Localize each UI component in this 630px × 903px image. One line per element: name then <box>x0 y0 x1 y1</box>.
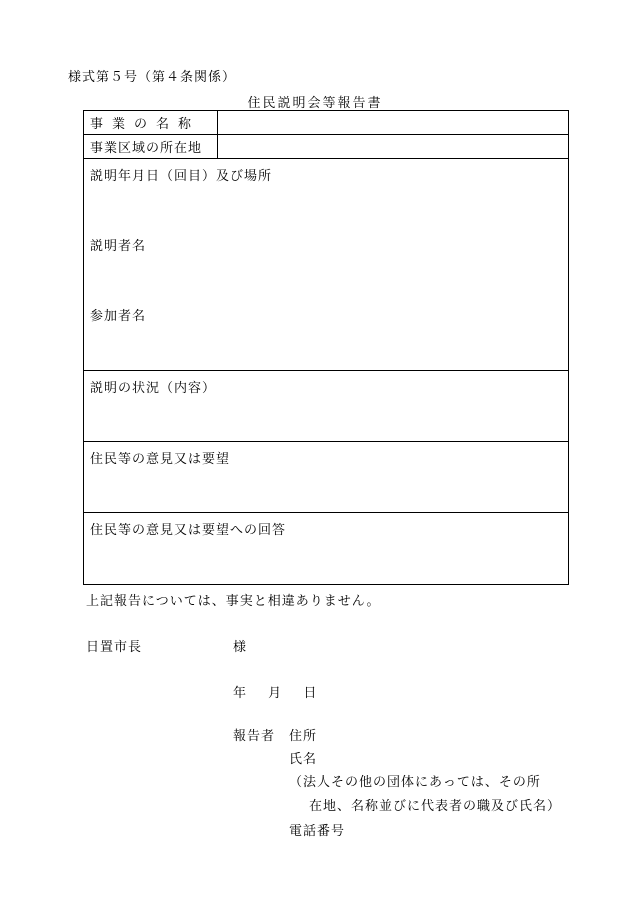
answers-cell[interactable] <box>84 513 569 585</box>
reporter-label: 報告者 <box>233 729 276 744</box>
explainer-label: 説明者名 <box>90 239 147 254</box>
status-label: 説明の状況（内容） <box>90 381 217 396</box>
corporate-note-line2: 在地、名称並びに代表者の職及び氏名） <box>309 799 562 814</box>
opinions-cell[interactable] <box>84 442 569 513</box>
honorific: 様 <box>233 640 248 655</box>
project-name-label: 事業の名称 <box>84 111 218 135</box>
project-location-value[interactable] <box>218 135 569 159</box>
corporate-note-line1: （法人その他の団体にあっては、その所 <box>289 775 541 790</box>
form-number: 様式第５号（第４条関係） <box>68 70 237 85</box>
date-line <box>233 682 333 701</box>
answers-label: 住民等の意見又は要望への回答 <box>90 523 287 538</box>
project-name-value[interactable] <box>218 111 569 135</box>
day-label: 日 <box>303 686 318 701</box>
meeting-info-cell[interactable] <box>84 159 569 371</box>
addressee: 日置市長 <box>86 640 143 655</box>
project-location-label: 事業区域の所在地 <box>84 135 218 159</box>
address-label: 住所 <box>289 729 318 744</box>
report-table <box>83 110 569 585</box>
opinions-label: 住民等の意見又は要望 <box>90 452 231 467</box>
year-label: 年 <box>233 686 248 701</box>
closing-statement: 上記報告については、事実と相違ありません。 <box>86 594 381 609</box>
document-title: 住民説明会等報告書 <box>247 96 383 111</box>
participants-label: 参加者名 <box>90 309 147 324</box>
name-label: 氏名 <box>289 752 318 767</box>
status-cell[interactable] <box>84 371 569 442</box>
month-label: 月 <box>268 686 283 701</box>
date-place-label: 説明年月日（回目）及び場所 <box>90 169 273 184</box>
phone-label: 電話番号 <box>289 824 346 839</box>
